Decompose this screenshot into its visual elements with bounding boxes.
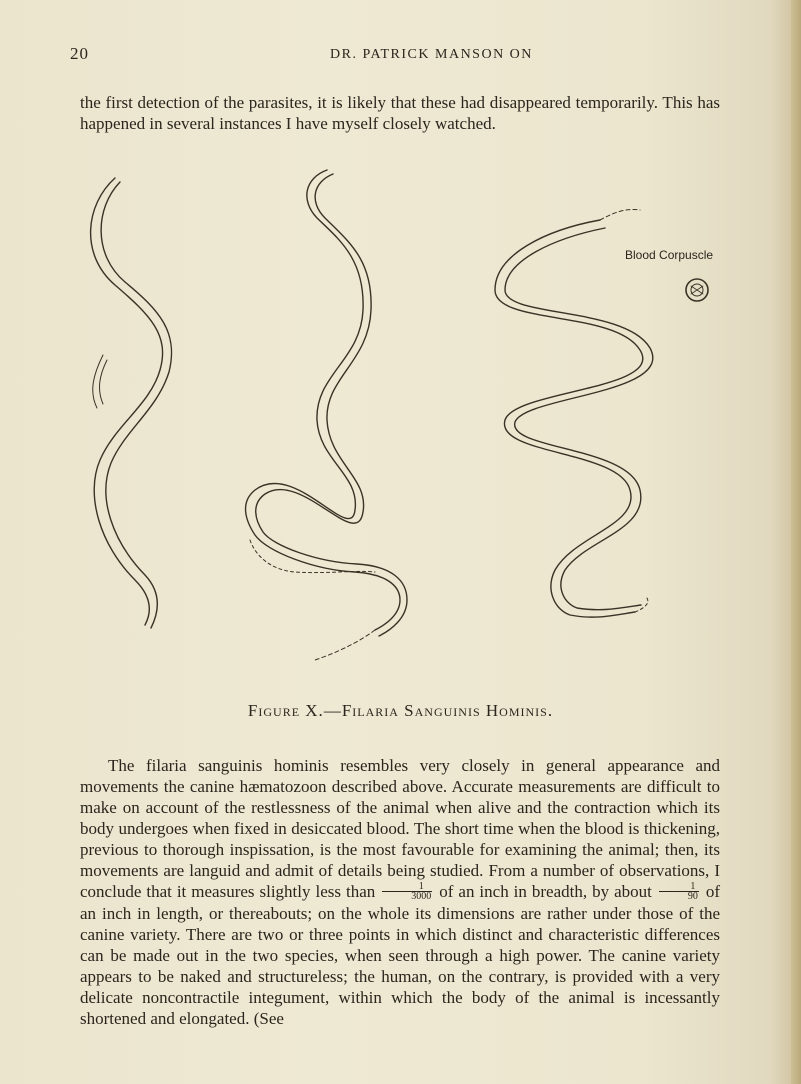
page-edge — [791, 0, 801, 1084]
fraction-breadth-numerator: 1 — [382, 882, 432, 892]
intro-paragraph: the first detection of the parasites, it is likely that these had disappeared temporarily. This has happened in several instances I have myself closely watched. — [80, 93, 720, 133]
filaria-figure — [55, 160, 755, 680]
filaria-illustration — [55, 160, 755, 680]
page-number: 20 — [70, 44, 89, 63]
body-text-part-2: of an inch in breadth, by about — [439, 882, 652, 901]
body-paragraph — [80, 755, 720, 1029]
fraction-breadth-denominator: 3000 — [411, 890, 432, 902]
body-text-part-1: The filaria sanguinis hominis resembles very closely in general appearance and movements the canine hæmatozoon described above. Accurate measurements are difficult to make on account of the restlessness of the animal when alive and the contraction which its body undergoes when fixed in desiccated blood. The short time when the blood is thickening, previous to thorough inspissation, is the most favourable for examining the animal; then, its movements are languid and admit of details being studied. From a number of observations, I conclude that it measures slightly less than — [80, 756, 720, 901]
filaria-worm-right — [495, 209, 653, 617]
filaria-worm-middle — [246, 170, 407, 660]
fraction-length-numerator: 1 — [659, 882, 699, 892]
caption-prefix: Figure X. — [247, 701, 324, 720]
figure-caption — [0, 701, 801, 721]
blood-corpuscle-drawing — [686, 279, 708, 301]
caption-dash: — — [323, 701, 342, 720]
running-head: DR. PATRICK MANSON ON — [330, 47, 533, 62]
caption-title: Filaria Sanguinis Hominis. — [341, 701, 554, 720]
filaria-worm-left — [91, 178, 172, 628]
page-header — [0, 44, 801, 68]
fraction-length — [659, 882, 699, 901]
fraction-breadth — [382, 882, 432, 901]
fraction-length-denominator: 90 — [687, 890, 698, 902]
body-text-part-3: of an inch in length, or thereabouts; on the whole its dimensions are rather under those of the canine variety. There are two or three points in which distinct and characteristic differences can be made out in the two species, when seen through a high power. The canine variety appears to be naked and structureless; the human, on the contrary, is provided with a very delicate noncontractile integument, within which the body of the animal is incessantly shortened and elongated. (See — [80, 882, 721, 1028]
blood-corpuscle-label: Blood Corpuscle — [625, 248, 714, 262]
